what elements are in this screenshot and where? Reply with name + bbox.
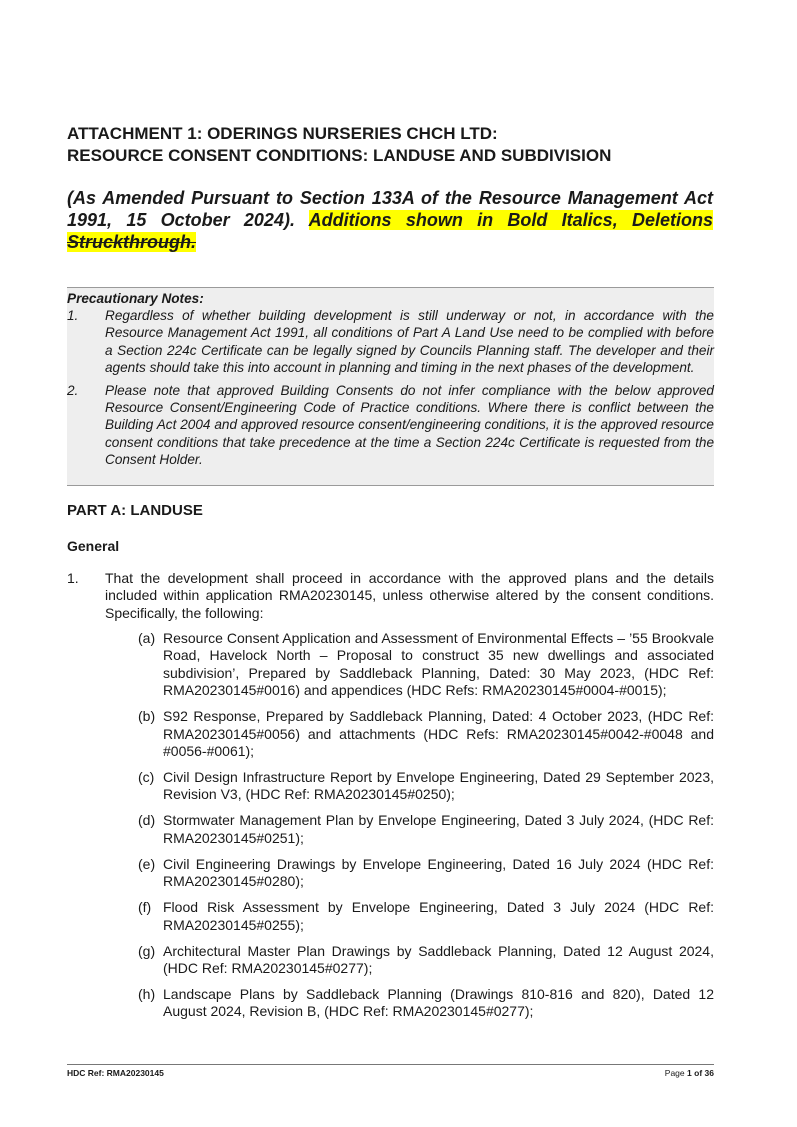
document-title [67, 123, 727, 167]
note-text: Please note that approved Building Consents do not infer compliance with the below approved Resource Consent/Engineering Code of Practice conditions. Where there is conflict between the Building Act 2004 and approved resource consent/engineering conditions, it is the approved resource consent conditions that take precedence at the time a Section 224c Certificate is requested from the Consent Holder. [105, 383, 714, 467]
list-item [138, 630, 714, 700]
subtitle-highlight-text: Additions shown in Bold Italics, Deletions [308, 210, 713, 230]
title-line-2: RESOURCE CONSENT CONDITIONS: LANDUSE AND SUBDIVISION [67, 146, 612, 165]
list-item-label: (e) [138, 855, 156, 872]
list-item-label: (f) [138, 899, 152, 916]
page-footer [67, 1068, 714, 1079]
title-line-1: ATTACHMENT 1: ODERINGS NURSERIES CHCH LTD: [67, 124, 498, 143]
list-item-text: Civil Engineering Drawings by Envelope Engineering, Dated 16 July 2024 (HDC Ref: RMA20230145#0280); [163, 855, 714, 890]
note-number: 2. [67, 383, 79, 399]
note-text: Regardless of whether building development is still underway or not, in accordance with the Resource Management Act 1991, all conditions of Part A Land Use need to be complied with before a Section 224c Certificate can be legally signed by Councils Planning staff. The developer and their agents should take this into account in planning and timing in the next phases of the development. [105, 308, 714, 375]
list-item-text: Flood Risk Assessment by Envelope Engineering, Dated 3 July 2024 (HDC Ref: RMA20230145#0255); [163, 899, 714, 933]
precautionary-note [67, 382, 714, 468]
precautionary-note [67, 307, 714, 376]
list-item [138, 708, 714, 760]
list-item-text: Landscape Plans by Saddleback Planning (Drawings 810-816 and 820), Dated 12 August 2024, Revision B, (HDC Ref: RMA20230145#0277); [163, 986, 714, 1020]
list-item-label: (g) [138, 942, 156, 959]
page-current: 1 [687, 1068, 692, 1078]
subtitle-strikethrough: Struckthrough. [67, 232, 196, 252]
list-item-label: (b) [138, 708, 156, 725]
list-item-label: (d) [138, 812, 156, 829]
page-of: of [694, 1068, 703, 1078]
list-item [138, 812, 714, 847]
list-item [138, 943, 714, 978]
general-section-heading: General [67, 538, 120, 554]
note-number: 1. [67, 308, 79, 324]
page-prefix: Page [664, 1068, 685, 1078]
list-item-text: Civil Design Infrastructure Report by Envelope Engineering, Dated 29 September 2023, Revision V3, (HDC Ref: RMA20230145#0250); [163, 769, 714, 803]
list-item-label: (a) [138, 630, 156, 646]
precautionary-notes-box [67, 287, 714, 486]
footer-divider [67, 1064, 714, 1065]
list-item-label: (h) [138, 986, 156, 1003]
list-item-text: S92 Response, Prepared by Saddleback Planning, Dated: 4 October 2023, (HDC Ref: RMA20230145#0056) and attachments (HDC Refs: RMA20230145#0042-#0048 and #0056-#0061); [163, 708, 714, 760]
list-item-label: (c) [138, 769, 155, 786]
page-number [665, 1068, 714, 1079]
part-a-heading: PART A: LANDUSE [67, 502, 203, 519]
list-item-text: Architectural Master Plan Drawings by Saddleback Planning, Dated 12 August 2024, (HDC Ref: RMA20230145#0277); [163, 942, 714, 977]
list-item [138, 899, 714, 934]
footer-reference: HDC Ref: RMA20230145 [67, 1068, 164, 1078]
list-item [138, 769, 714, 804]
condition-1 [67, 570, 714, 622]
condition-number: 1. [67, 570, 79, 586]
page-total: 36 [704, 1068, 714, 1078]
subtitle-plain: (As Amended Pursuant to Section 133A of the Resource Management Act 1991, 15 October 2024). [67, 188, 713, 230]
list-item-text: Resource Consent Application and Assessment of Environmental Effects – ’55 Brookvale Road, Havelock North – Proposal to construct 35 new dwellings and associated subdivision’, Prepared by Saddleback Planning, Dated: 30 May 2023, (HDC Ref: RMA20230145#0016) and appendices (HDC Refs: RMA20230145#0004-#0015); [163, 630, 714, 699]
list-item [138, 856, 714, 891]
approved-documents-list [138, 630, 714, 1029]
list-item-text: Stormwater Management Plan by Envelope Engineering, Dated 3 July 2024, (HDC Ref: RMA20230145#0251); [163, 812, 714, 846]
precautionary-notes-heading: Precautionary Notes: [67, 291, 204, 306]
list-item [138, 986, 714, 1021]
condition-text: That the development shall proceed in accordance with the approved plans and the details included within application RMA20230145, unless otherwise altered by the consent conditions. Specifically, the following: [105, 570, 714, 621]
amendment-subtitle [67, 187, 713, 253]
